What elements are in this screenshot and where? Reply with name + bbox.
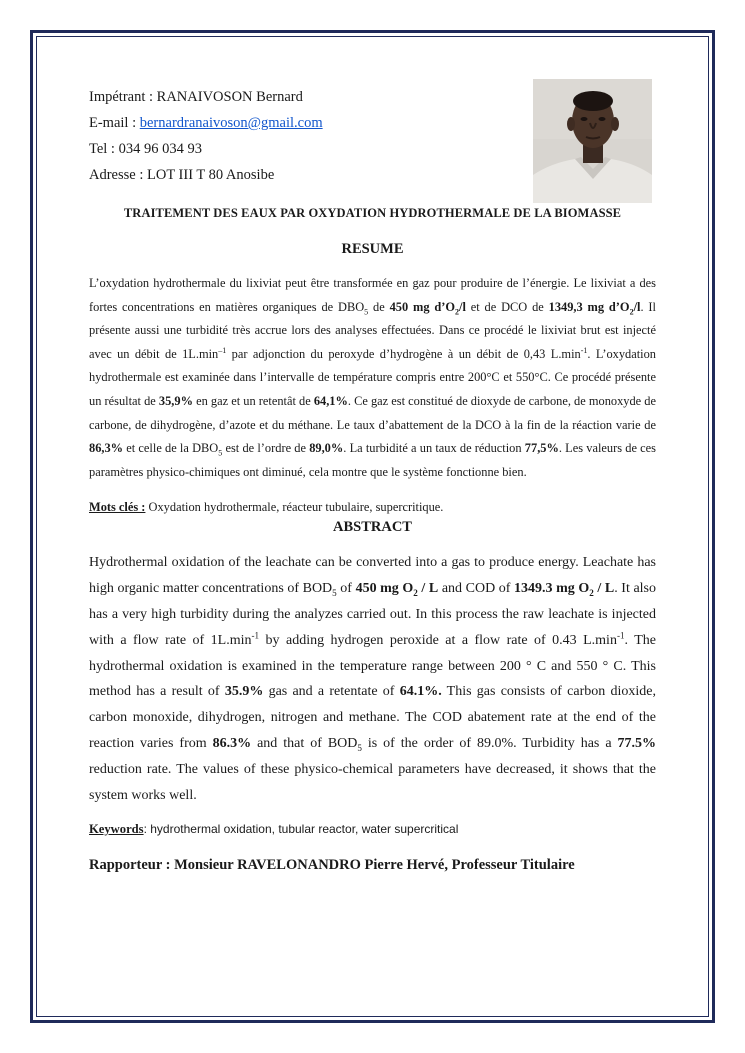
document-body	[89, 84, 656, 874]
keywords-value: : hydrothermal oxidation, tubular reactor, water supercritical	[143, 822, 459, 837]
impetrant-label: Impétrant :	[89, 89, 157, 105]
mots-cles-label: Mots clés :	[89, 500, 146, 515]
document-title: TRAITEMENT DES EAUX PAR OXYDATION HYDROTHERMALE DE LA BIOMASSE	[123, 206, 622, 220]
mots-cles-value: Oxydation hydrothermale, réacteur tubulaire, supercritique.	[145, 500, 444, 515]
address-line: Adresse : LOT III T 80 Anosibe	[89, 167, 275, 183]
rapporteur-line: Rapporteur : Monsieur RAVELONANDRO Pierre Hervé, Professeur Titulaire	[89, 857, 575, 874]
resume-paragraph: L’oxydation hydrothermale du lixiviat peut être transformée en gaz pour produire de l’énergie. Le lixiviat a des fortes concentrations en matières organiques de $DBO_5$ de 450 mg $d’O_2/l$ et de DCO de 1349,3 mg $d’O_2/l$. Il présente aussi une turbidité très accrue lors des analyses effectuées. Dans ce procédé le lixiviat brut est injecté avec un débit de $1L.\min^{-1}$ par adjonction du peroxyde d’hydrogène à un débit de 0,43 $L.\min^{-1}$. L’oxydation hydrothermale est examinée dans l’intervalle de température compris entre 200°C et 550°C. Ce procédé présente un résultat de 35,9% en gaz et un retentât de 64,1%. Ce gaz est constitué de dioxyde de carbone, de monoxyde de carbone, de dihydrogène, d’azote et du méthane. Le taux d’abattement de la DCO à la fin de la réaction varie de 86,3% et celle de la $DBO_5$ est de l’ordre de 89,0%. La turbidité a un taux de réduction 77,5%. Les valeurs de ces paramètres physico-chimiques ont diminué, cela montre que le système fonctionne bien.	[89, 276, 656, 479]
keywords-label: Keywords	[89, 822, 144, 837]
email-link[interactable]: bernardranaivoson@gmail.com	[139, 115, 323, 131]
tel-line: Tel : 034 96 034 93	[89, 141, 202, 157]
resume-heading: RESUME	[341, 241, 404, 257]
email-label: E-mail :	[89, 115, 140, 131]
abstract-paragraph: Hydrothermal oxidation of the leachate can be converted into a gas to produce energy. Leachate has high organic matter concentrations of $BOD_5$ of 450 mg $O_2$ / L and COD of 1349.3 mg $O_2$ / L. It also has a very high turbidity during the analyzes carried out. In this process the raw leachate is injected with a flow rate of $1L.\min^{-1}$ by adding hydrogen peroxide at a flow rate of 0.43 $L.\min^{-1}$. The hydrothermal oxidation is examined in the temperature range between 200 ° C and 550 ° C. This method has a result of 35.9% gas and a retentate of 64.1%. This gas consists of carbon dioxide, carbon monoxide, dihydrogen, nitrogen and methane. The COD abatement rate at the end of the reaction varies from 86.3% and that of $BOD_5$ is of the order of 89.0%. Turbidity has a 77.5% reduction rate. The values of these physico-chemical parameters have decreased, it shows that the system works well.	[89, 555, 656, 803]
impetrant-line	[89, 84, 656, 110]
email-line	[89, 110, 656, 136]
keywords-line	[89, 822, 656, 837]
author-info	[89, 84, 656, 188]
mots-cles-line	[89, 500, 656, 515]
impetrant-name: RANAIVOSON Bernard	[156, 89, 303, 105]
abstract-heading: ABSTRACT	[333, 519, 412, 536]
